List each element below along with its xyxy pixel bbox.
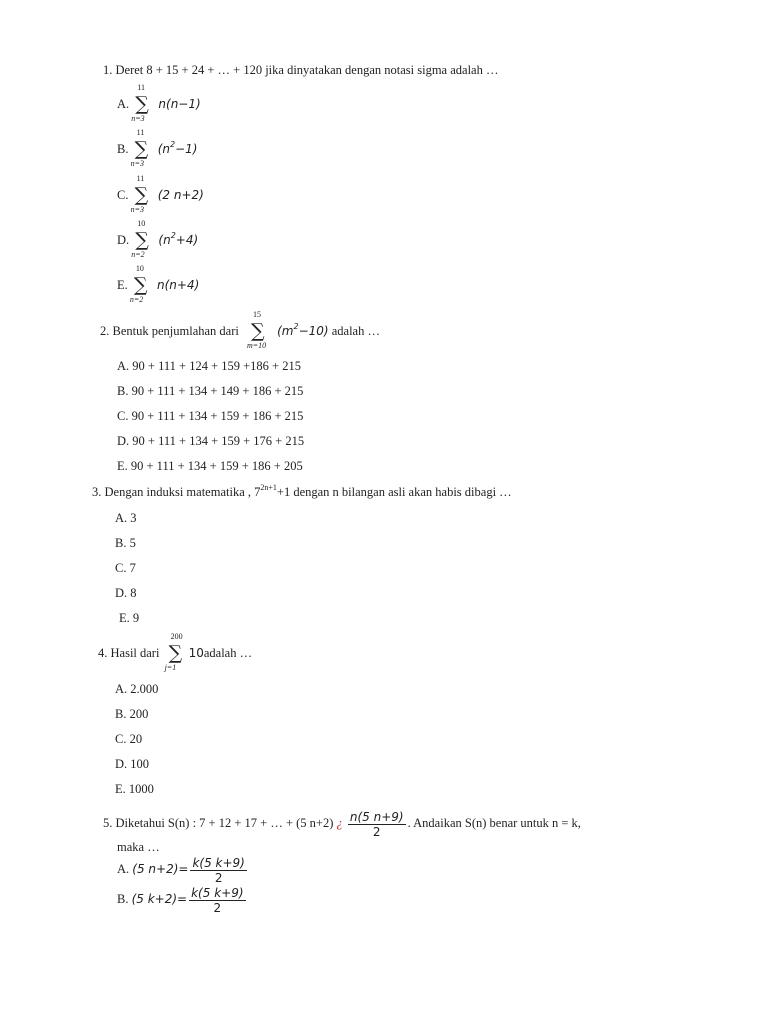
q5-option-a[interactable]: A. (5 n+2)= $\frac{k(5 k+9)}{2}$ bbox=[117, 855, 245, 885]
q1-option-e[interactable] bbox=[117, 264, 200, 305]
q3-option-b[interactable]: B. 5 bbox=[115, 536, 136, 550]
question-1-text: 1. Deret 8 + 15 + 24 + … + 120 jika dinyatakan dengan notasi sigma adalah … bbox=[103, 63, 499, 77]
sigma-icon: 11 ∑ n=3 bbox=[131, 83, 149, 124]
option-label: D. bbox=[117, 233, 130, 247]
q1-option-d[interactable] bbox=[117, 219, 199, 260]
question-4-text: 4. Hasil dari 200 ∑ j=1 10adalah … bbox=[98, 632, 253, 673]
q1-option-c[interactable] bbox=[117, 174, 204, 215]
option-expression: n(n−1) bbox=[158, 97, 201, 111]
question-5-line2: maka … bbox=[117, 840, 160, 854]
option-expression: n(n+4) bbox=[157, 278, 200, 292]
q1-option-a[interactable] bbox=[117, 83, 201, 124]
q2-option-a[interactable]: A. 90 + 111 + 124 + 159 +186 + 215 bbox=[117, 359, 301, 373]
sigma-icon: 15 ∑ m=10 bbox=[246, 310, 267, 351]
q2-option-b[interactable]: B. 90 + 111 + 134 + 149 + 186 + 215 bbox=[117, 384, 304, 398]
sigma-icon: 11 ∑ n=3 bbox=[130, 174, 149, 215]
option-expression: $(n^2+4)$ bbox=[158, 231, 199, 247]
q1-option-b[interactable] bbox=[117, 128, 198, 169]
question-3-text: 3. Dengan induksi matematika , $7^{2n+1}+1$ dengan n bilangan asli akan habis dibagi … bbox=[92, 483, 512, 499]
q3-option-e[interactable]: E. 9 bbox=[119, 611, 140, 625]
option-label: A. bbox=[117, 97, 130, 111]
question-5-text: 5. Diketahui S(n) : 7 + 12 + 17 + … + (5 n+2) ¿ $\frac{n(5 n+9)}{2}$ . Andaikan S(n) benar untuk n = k, bbox=[103, 809, 581, 839]
q4-option-b[interactable]: B. 200 bbox=[115, 707, 149, 721]
q2-option-d[interactable]: D. 90 + 111 + 134 + 159 + 176 + 215 bbox=[117, 434, 305, 448]
option-expression: (2 n+2) bbox=[157, 188, 204, 202]
q3-option-a[interactable]: A. 3 bbox=[115, 511, 137, 525]
sigma-icon: 200 ∑ j=1 bbox=[164, 632, 183, 673]
option-label: E. bbox=[117, 278, 128, 292]
option-expression: $(n^2-1)$ bbox=[157, 140, 198, 156]
sigma-icon: 10 ∑ n=2 bbox=[131, 219, 149, 260]
q3-option-c[interactable]: C. 7 bbox=[115, 561, 136, 575]
q2-option-c[interactable]: C. 90 + 111 + 134 + 159 + 186 + 215 bbox=[117, 409, 304, 423]
q2-option-e[interactable]: E. 90 + 111 + 134 + 159 + 186 + 205 bbox=[117, 459, 303, 473]
q4-option-e[interactable]: E. 1000 bbox=[115, 782, 154, 796]
sigma-icon: 10 ∑ n=2 bbox=[129, 264, 148, 305]
q4-option-d[interactable]: D. 100 bbox=[115, 757, 150, 771]
q4-option-a[interactable]: A. 2.000 bbox=[115, 682, 159, 696]
option-label: B. bbox=[117, 142, 129, 156]
option-label: C. bbox=[117, 188, 129, 202]
sigma-icon: 11 ∑ n=3 bbox=[130, 128, 149, 169]
q4-option-c[interactable]: C. 20 bbox=[115, 732, 143, 746]
q3-option-d[interactable]: D. 8 bbox=[115, 586, 137, 600]
question-2-text: 2. Bentuk penjumlahan dari 15 ∑ m=10 $(m^2-10)$ adalah … bbox=[100, 310, 380, 351]
q5-option-b[interactable]: B. (5 k+2)= $\frac{k(5 k+9)}{2}$ bbox=[117, 885, 244, 915]
